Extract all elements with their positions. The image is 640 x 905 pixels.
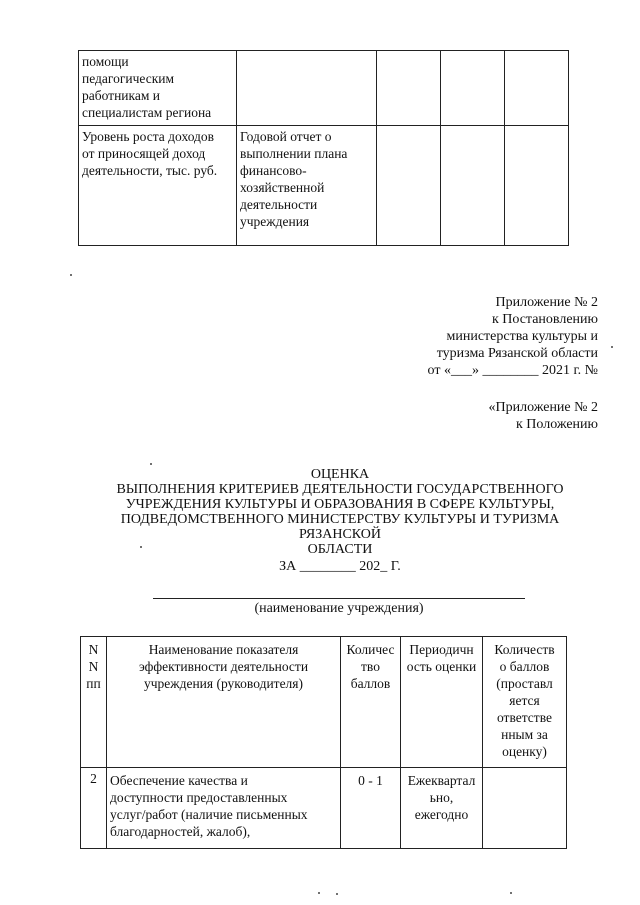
top-row2-source: Годовой отчет о выполнении плана финансово- хозяйственной деятельности учреждения — [237, 126, 377, 246]
row-period: Ежеквартал ьно, ежегодно — [401, 768, 483, 849]
title-line6: ОБЛАСТИ — [307, 542, 373, 557]
table-row — [81, 768, 567, 849]
main-table — [80, 636, 567, 849]
row-points: 0 - 1 — [341, 768, 401, 849]
scan-speck — [336, 893, 338, 895]
scan-speck — [150, 463, 152, 465]
top-row1-indicator: помощи педагогическим работникам и специалистам региона — [79, 51, 237, 126]
institution-underline — [153, 598, 525, 599]
top-row1-cell4 — [441, 51, 505, 126]
table-row — [79, 126, 569, 246]
appendix2-header — [489, 399, 599, 433]
header-period: Периодичн ость оценки — [401, 637, 483, 768]
institution-caption: (наименование учреждения) — [254, 601, 424, 616]
scan-speck — [510, 892, 512, 894]
row-name: Обеспечение качества и доступности предоставленных услуг/работ (наличие письменных благодарностей, жалоб), — [107, 768, 341, 849]
title-line3: УЧРЕЖДЕНИЯ КУЛЬТУРЫ И ОБРАЗОВАНИЯ В СФЕРЕ КУЛЬТУРЫ, — [125, 497, 555, 512]
title-line5: РЯЗАНСКОЙ — [298, 527, 382, 542]
appendix-line4: туризма Рязанской области — [436, 346, 598, 361]
appendix2-line2: к Положению — [515, 417, 598, 432]
top-row2-cell4 — [441, 126, 505, 246]
top-table — [78, 50, 569, 246]
header-self-score: Количеств о баллов (проставл яется ответстве нным за оценку) — [483, 637, 567, 768]
title-line2: ВЫПОЛНЕНИЯ КРИТЕРИЕВ ДЕЯТЕЛЬНОСТИ ГОСУДАРСТВЕННОГО — [116, 482, 564, 497]
table-row — [79, 51, 569, 126]
header-num: N N пп — [81, 637, 107, 768]
top-row1-source — [237, 51, 377, 126]
title-line7: ЗА ________ 202_ Г. — [279, 559, 401, 574]
appendix-header — [428, 294, 598, 379]
top-row1-cell3 — [377, 51, 441, 126]
appendix-line3: министерства культуры и — [446, 329, 598, 344]
top-row2-cell3 — [377, 126, 441, 246]
row-num: 2 — [81, 768, 107, 849]
appendix2-line1: «Приложение № 2 — [488, 400, 598, 415]
scan-speck — [140, 546, 142, 548]
top-row2-cell5 — [505, 126, 569, 246]
scan-speck — [70, 274, 72, 276]
table-header-row — [81, 637, 567, 768]
appendix-line1: Приложение № 2 — [495, 295, 598, 310]
header-points: Количес тво баллов — [341, 637, 401, 768]
appendix-line5: от «___» ________ 2021 г. № — [427, 363, 598, 378]
top-row2-indicator: Уровень роста доходов от приносящей доход деятельности, тыс. руб. — [79, 126, 237, 246]
document-title — [80, 467, 600, 574]
top-row1-cell5 — [505, 51, 569, 126]
header-name: Наименование показателя эффективности деятельности учреждения (руководителя) — [107, 637, 341, 768]
appendix-line2: к Постановлению — [491, 312, 598, 327]
row-self-score — [483, 768, 567, 849]
title-line4: ПОДВЕДОМСТВЕННОГО МИНИСТЕРСТВУ КУЛЬТУРЫ И ТУРИЗМА — [120, 512, 560, 527]
title-line1: ОЦЕНКА — [310, 467, 370, 482]
scan-speck — [611, 346, 613, 348]
scan-speck — [318, 892, 320, 894]
